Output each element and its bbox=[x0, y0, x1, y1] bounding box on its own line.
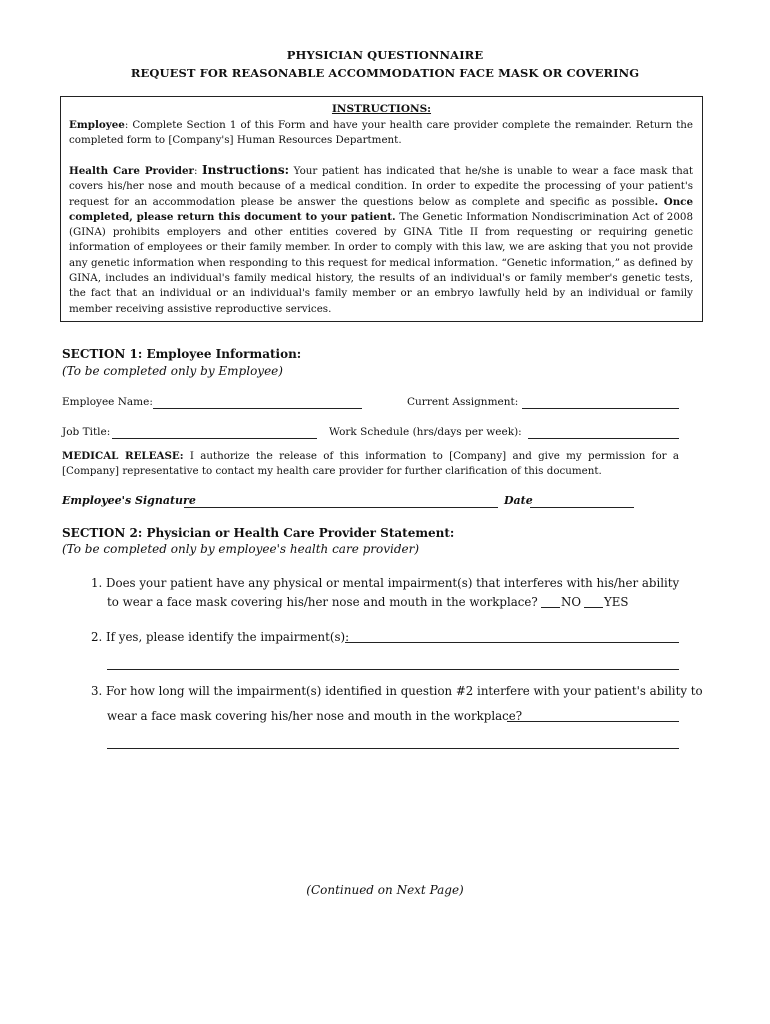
hcp-text-1: Your patient has indicated that he/she is unable to wear a face mask that covers his/her nose and mouth because of a medical condition. In order to expedite the processing of your patient's request for an accommodation please be answer the questions below as complete and specific as possible bbox=[69, 165, 693, 208]
signature-label: Employee's Signature bbox=[62, 494, 196, 507]
signature-field[interactable] bbox=[184, 507, 498, 508]
current-assignment-label: Current Assignment: bbox=[407, 396, 519, 408]
hcp-instructions bbox=[69, 163, 693, 317]
instructions-heading: INSTRUCTIONS: bbox=[331, 103, 432, 115]
hcp-instructions-label: Instructions: bbox=[202, 163, 290, 177]
q3-answer-line2[interactable] bbox=[107, 748, 679, 749]
job-title-field[interactable] bbox=[112, 438, 317, 439]
form-title: PHYSICIAN QUESTIONNAIRE bbox=[286, 48, 484, 62]
employee-name-field[interactable] bbox=[153, 408, 362, 409]
section2-subheading: (To be completed only by employee's health care provider) bbox=[62, 542, 420, 556]
employee-instructions bbox=[69, 118, 693, 149]
employee-instructions-text: : Complete Section 1 of this Form and have your health care provider complete the remainder. Return the completed form to [Company's] Human Resources Department. bbox=[69, 119, 693, 147]
continued-note: (Continued on Next Page) bbox=[306, 883, 464, 897]
section2-heading: SECTION 2: Physician or Health Care Provider Statement: bbox=[62, 526, 455, 540]
question-1-line2: to wear a face mask covering his/her nose and mouth in the workplace? bbox=[107, 595, 538, 609]
section1-subheading: (To be completed only by Employee) bbox=[62, 364, 283, 378]
question-1-line1: 1. Does your patient have any physical or mental impairment(s) that interferes with his/her ability bbox=[91, 576, 680, 590]
job-title-label: Job Title: bbox=[62, 426, 111, 438]
hcp-return-note: . Once completed, please return this document to your patient. bbox=[69, 195, 694, 223]
date-label: Date bbox=[504, 494, 533, 507]
medical-release-text: I authorize the release of this information to [Company] and give my permission for a [Company] representative to contact my health care provider for further clarification of this document. bbox=[62, 450, 679, 478]
work-schedule-field[interactable] bbox=[528, 438, 679, 439]
question-3-line1: 3. For how long will the impairment(s) identified in question #2 interfere with your patient's ability to bbox=[91, 684, 703, 698]
date-field[interactable] bbox=[530, 507, 634, 508]
section1-heading: SECTION 1: Employee Information: bbox=[62, 347, 302, 361]
hcp-label: Health Care Provider bbox=[69, 165, 194, 177]
q3-answer-line1[interactable] bbox=[507, 721, 679, 722]
medical-release-label: MEDICAL RELEASE: bbox=[62, 450, 184, 462]
q2-answer-line1[interactable] bbox=[345, 642, 679, 643]
form-subtitle: REQUEST FOR REASONABLE ACCOMMODATION FACE MASK OR COVERING bbox=[130, 66, 640, 80]
medical-release bbox=[62, 449, 679, 480]
q1-no-label: NO bbox=[561, 595, 581, 609]
employee-label: Employee bbox=[69, 119, 125, 131]
work-schedule-label: Work Schedule (hrs/days per week): bbox=[329, 426, 522, 438]
q1-yes-label: YES bbox=[604, 595, 629, 609]
question-3-line2: wear a face mask covering his/her nose and mouth in the workplace? bbox=[107, 709, 523, 723]
q1-yes-field[interactable] bbox=[584, 607, 603, 608]
employee-name-label: Employee Name: bbox=[62, 396, 153, 408]
q2-answer-line2[interactable] bbox=[107, 669, 679, 670]
current-assignment-field[interactable] bbox=[522, 408, 679, 409]
hcp-text-2: The Genetic Information Nondiscrimination Act of 2008 (GINA) prohibits employers and other entities covered by GINA Title II from requesting or requiring genetic information of employees or their family member. In order to comply with this law, we are asking that you not provide any genetic information when responding to this request for medical information. “Genetic information,” as defined by GINA, includes an individual's family medical history, the results of an individual's or family member's genetic tests, the fact that an individual or an individual's family member or an embryo lawfully held by an individual or family member receiving assistive reproductive services. bbox=[69, 210, 693, 315]
q1-no-field[interactable] bbox=[541, 607, 560, 608]
hcp-colon: : bbox=[193, 165, 203, 177]
question-2: 2. If yes, please identify the impairment(s): bbox=[91, 630, 350, 644]
